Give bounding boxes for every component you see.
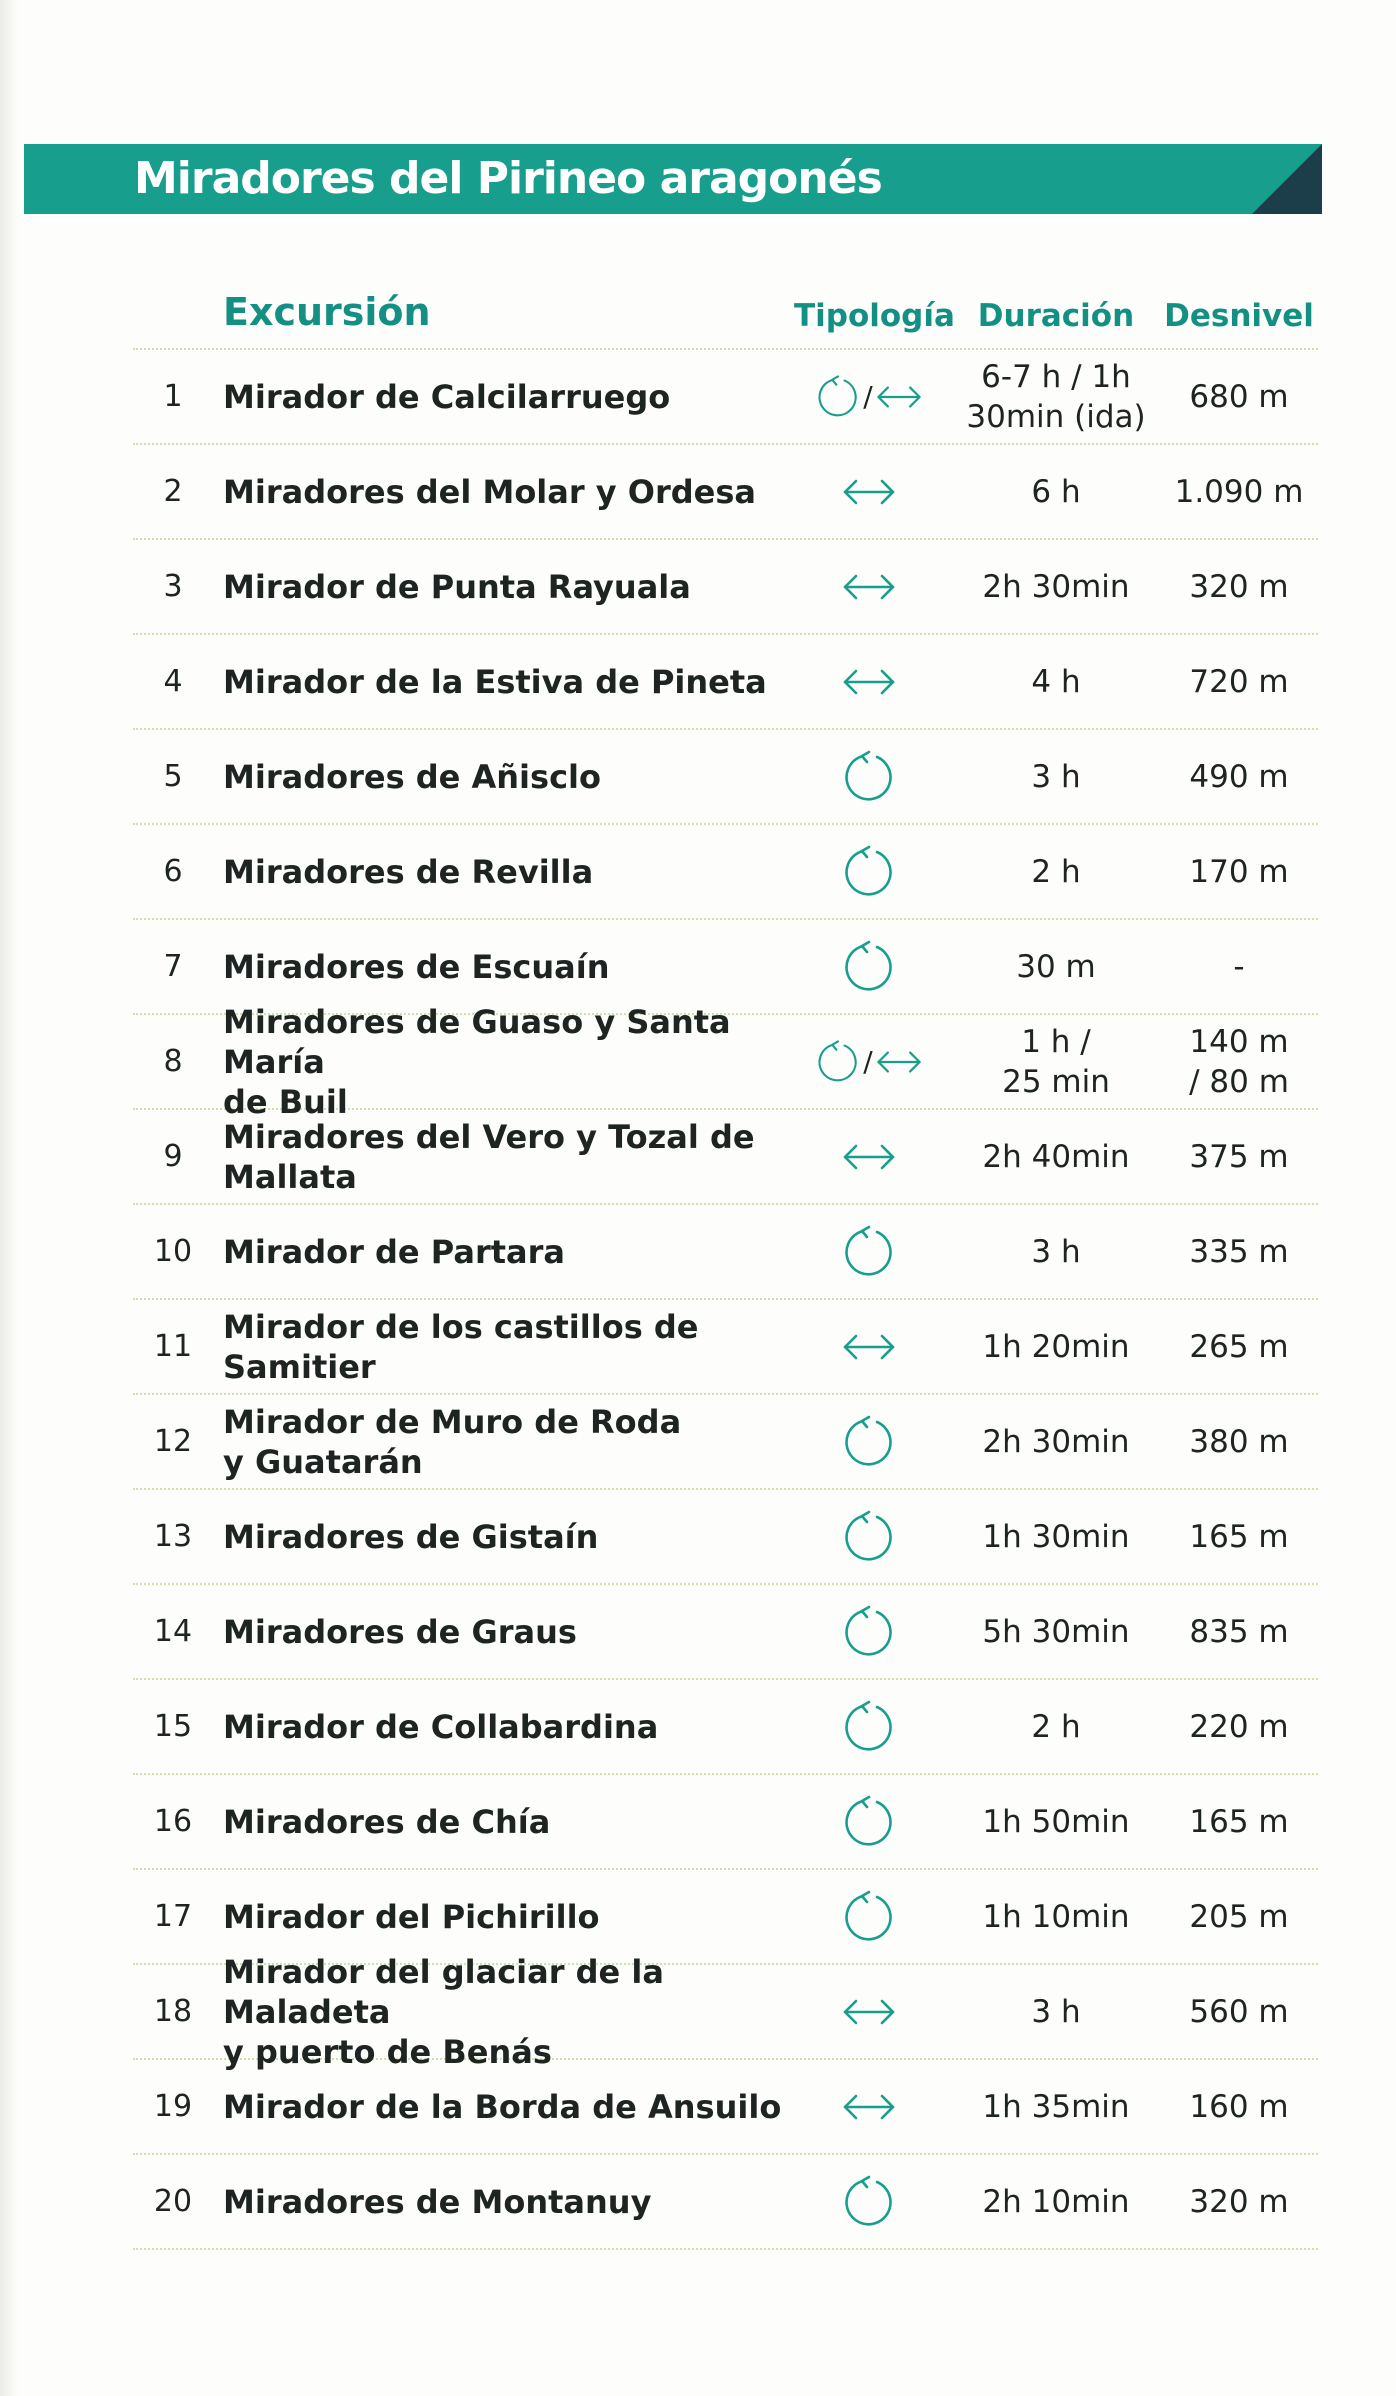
desnivel-line: 220 m — [1189, 1708, 1289, 1745]
loop-arrow-icon — [841, 1794, 897, 1850]
header-excursion: Excursión — [223, 290, 431, 334]
excursion-name-line: Mirador del glaciar de la Maladeta — [223, 1952, 664, 2031]
duracion-line: 30min (ida) — [966, 398, 1146, 435]
row-number: 11 — [153, 1329, 193, 1364]
excursion-name-line: Mirador de Punta Rayuala — [223, 567, 691, 606]
duracion-line: 3 h — [1031, 758, 1081, 795]
loop-arrow-icon — [815, 1039, 861, 1085]
row-number: 5 — [163, 759, 183, 794]
tipologia-cell — [794, 1965, 944, 2058]
duracion-cell — [955, 1870, 1157, 1963]
table-row — [133, 1775, 1318, 1870]
duracion-line: 1 h / — [1021, 1023, 1091, 1060]
excursion-name — [223, 635, 803, 728]
desnivel-cell — [1159, 1775, 1319, 1868]
row-number: 1 — [163, 379, 183, 414]
tipologia-cell — [794, 1775, 944, 1868]
banner-corner-triangle — [1252, 144, 1322, 214]
duracion-cell — [955, 1110, 1157, 1203]
tipologia-cell — [794, 540, 944, 633]
table-row — [133, 635, 1318, 730]
tipologia-cell — [794, 445, 944, 538]
double-arrow-icon — [841, 1141, 897, 1173]
desnivel-line: 380 m — [1189, 1423, 1289, 1460]
tipologia-cell — [794, 825, 944, 918]
tipologia-cell — [794, 1395, 944, 1488]
desnivel-cell — [1159, 1870, 1319, 1963]
desnivel-line: 205 m — [1189, 1898, 1289, 1935]
row-number: 2 — [163, 474, 183, 509]
duracion-line: 2h 40min — [982, 1138, 1130, 1175]
table-row — [133, 540, 1318, 635]
table-row — [133, 1585, 1318, 1680]
duracion-line: 1h 50min — [982, 1803, 1130, 1840]
row-number: 14 — [153, 1614, 193, 1649]
duracion-line: 2 h — [1031, 853, 1081, 890]
excursion-name — [223, 1680, 803, 1773]
desnivel-line: 720 m — [1189, 663, 1289, 700]
loop-arrow-icon — [841, 749, 897, 805]
desnivel-line: 140 m — [1189, 1023, 1289, 1060]
excursion-name-line: Miradores de Revilla — [223, 852, 594, 891]
desnivel-cell — [1159, 825, 1319, 918]
excursion-name — [223, 1300, 803, 1393]
tipologia-cell — [794, 635, 944, 728]
table-row — [133, 1680, 1318, 1775]
desnivel-line: 265 m — [1189, 1328, 1289, 1365]
duracion-line: 1h 20min — [982, 1328, 1130, 1365]
table-row — [133, 1205, 1318, 1300]
duracion-line: 2h 30min — [982, 568, 1130, 605]
row-number: 9 — [163, 1139, 183, 1174]
desnivel-cell — [1159, 1205, 1319, 1298]
row-number: 4 — [163, 664, 183, 699]
duracion-cell — [955, 1965, 1157, 2058]
duracion-line: 1h 35min — [982, 2088, 1130, 2125]
desnivel-line: 160 m — [1189, 2088, 1289, 2125]
loop-arrow-icon — [841, 1509, 897, 1565]
tipologia-cell — [794, 1585, 944, 1678]
duracion-cell — [955, 2060, 1157, 2153]
desnivel-line: 320 m — [1189, 568, 1289, 605]
row-number: 10 — [153, 1234, 193, 1269]
duracion-cell — [955, 635, 1157, 728]
excursion-name-line: Miradores de Graus — [223, 1612, 577, 1651]
table-row — [133, 1395, 1318, 1490]
loop-arrow-icon — [815, 374, 861, 420]
tipologia-separator: / — [863, 1045, 873, 1078]
excursion-name-line: Miradores de Escuaín — [223, 947, 610, 986]
tipologia-cell — [794, 1870, 944, 1963]
table-header — [133, 270, 1318, 350]
desnivel-cell — [1159, 1015, 1319, 1108]
desnivel-line: 320 m — [1189, 2183, 1289, 2220]
row-number: 19 — [153, 2089, 193, 2124]
desnivel-line: 1.090 m — [1174, 473, 1304, 510]
page-edge — [0, 0, 18, 2396]
duracion-line: 2h 30min — [982, 1423, 1130, 1460]
excursion-name — [223, 825, 803, 918]
header-tipologia: Tipología — [794, 298, 955, 334]
table-row — [133, 825, 1318, 920]
row-number: 17 — [153, 1899, 193, 1934]
tipologia-cell — [794, 1205, 944, 1298]
excursions-table — [133, 270, 1318, 2250]
desnivel-cell — [1159, 350, 1319, 443]
double-arrow-icon — [841, 1996, 897, 2028]
excursion-name-line: Miradores de Guaso y Santa María — [223, 1002, 731, 1081]
desnivel-cell — [1159, 1585, 1319, 1678]
desnivel-line: 165 m — [1189, 1518, 1289, 1555]
table-row — [133, 1952, 1318, 2071]
tipologia-cell — [794, 1015, 944, 1108]
duracion-line: 6 h — [1031, 473, 1081, 510]
duracion-cell — [955, 1775, 1157, 1868]
desnivel-line: 170 m — [1189, 853, 1289, 890]
table-row — [133, 1002, 1318, 1121]
excursion-name — [223, 2155, 803, 2248]
desnivel-cell — [1159, 445, 1319, 538]
excursion-name-line: Miradores del Molar y Ordesa — [223, 472, 757, 511]
table-row — [133, 730, 1318, 825]
duracion-cell — [955, 1585, 1157, 1678]
tipologia-cell — [794, 1300, 944, 1393]
row-number: 7 — [163, 949, 183, 984]
duracion-line: 25 min — [1002, 1063, 1110, 1100]
duracion-cell — [955, 350, 1157, 443]
tipologia-cell — [794, 1110, 944, 1203]
duracion-cell — [955, 1490, 1157, 1583]
tipologia-separator: / — [863, 380, 873, 413]
double-arrow-icon — [875, 1048, 923, 1076]
desnivel-cell — [1159, 920, 1319, 1013]
duracion-cell — [955, 1300, 1157, 1393]
duracion-cell — [955, 825, 1157, 918]
double-arrow-icon — [841, 2091, 897, 2123]
table-row — [133, 1490, 1318, 1585]
excursion-name — [223, 2060, 803, 2153]
desnivel-line: - — [1233, 948, 1245, 985]
desnivel-line: 680 m — [1189, 378, 1289, 415]
row-number: 3 — [163, 569, 183, 604]
desnivel-cell — [1159, 1300, 1319, 1393]
desnivel-line: 375 m — [1189, 1138, 1289, 1175]
excursion-name-line: Miradores de Gistaín — [223, 1517, 599, 1556]
duracion-line: 1h 30min — [982, 1518, 1130, 1555]
excursion-name-line: de Buil — [223, 1082, 348, 1121]
row-number: 6 — [163, 854, 183, 889]
duracion-line: 30 m — [1016, 948, 1096, 985]
duracion-line: 6-7 h / 1h — [981, 358, 1131, 395]
header-duracion: Duración — [977, 298, 1135, 334]
excursion-name — [223, 1110, 803, 1203]
row-number: 13 — [153, 1519, 193, 1554]
tipologia-cell — [794, 350, 944, 443]
row-number: 12 — [153, 1424, 193, 1459]
tipologia-cell — [794, 730, 944, 823]
desnivel-cell — [1159, 1110, 1319, 1203]
duracion-line: 4 h — [1031, 663, 1081, 700]
title-banner — [24, 144, 1322, 214]
desnivel-line: 335 m — [1189, 1233, 1289, 1270]
desnivel-line: 560 m — [1189, 1993, 1289, 2030]
desnivel-line: / 80 m — [1189, 1063, 1289, 1100]
excursion-name — [223, 350, 803, 443]
tipologia-cell — [794, 2060, 944, 2153]
duracion-cell — [955, 1395, 1157, 1488]
duracion-cell — [955, 1205, 1157, 1298]
excursion-name-line: Mirador de los castillos de Samitier — [223, 1307, 699, 1386]
desnivel-line: 835 m — [1189, 1613, 1289, 1650]
desnivel-line: 490 m — [1189, 758, 1289, 795]
excursion-name — [223, 445, 803, 538]
excursion-name-line: Miradores de Montanuy — [223, 2182, 652, 2221]
excursion-name — [223, 1002, 803, 1121]
tipologia-cell — [794, 920, 944, 1013]
excursion-name — [223, 540, 803, 633]
duracion-line: 3 h — [1031, 1233, 1081, 1270]
duracion-cell — [955, 445, 1157, 538]
loop-arrow-icon — [841, 1224, 897, 1280]
desnivel-cell — [1159, 1395, 1319, 1488]
excursion-name — [223, 1490, 803, 1583]
excursion-name-line: y puerto de Benás — [223, 2032, 552, 2071]
excursion-name-line: Mirador del Pichirillo — [223, 1897, 600, 1936]
excursion-name-line: Mirador de Partara — [223, 1232, 565, 1271]
excursion-name-line: y Guatarán — [223, 1442, 423, 1481]
excursion-name-line: Mirador de la Borda de Ansuilo — [223, 2087, 782, 2126]
duracion-line: 5h 30min — [982, 1613, 1130, 1650]
header-desnivel: Desnivel — [1164, 298, 1314, 334]
duracion-cell — [955, 540, 1157, 633]
excursion-name-line: Miradores de Chía — [223, 1802, 551, 1841]
excursion-name — [223, 1775, 803, 1868]
loop-arrow-icon — [841, 1604, 897, 1660]
duracion-cell — [955, 2155, 1157, 2248]
excursion-name-line: Mirador de la Estiva de Pineta — [223, 662, 767, 701]
excursion-name-line: Miradores de Añisclo — [223, 757, 601, 796]
excursion-name — [223, 920, 803, 1013]
tipologia-cell — [794, 1490, 944, 1583]
loop-arrow-icon — [841, 1889, 897, 1945]
excursion-name-line: Mirador de Muro de Roda — [223, 1402, 682, 1441]
excursion-name — [223, 1870, 803, 1963]
row-number: 18 — [153, 1994, 193, 2029]
duracion-line: 2h 10min — [982, 2183, 1130, 2220]
desnivel-cell — [1159, 540, 1319, 633]
desnivel-cell — [1159, 2060, 1319, 2153]
desnivel-cell — [1159, 635, 1319, 728]
duracion-cell — [955, 920, 1157, 1013]
table-row — [133, 1300, 1318, 1395]
duracion-line: 2 h — [1031, 1708, 1081, 1745]
tipologia-cell — [794, 2155, 944, 2248]
table-row — [133, 1110, 1318, 1205]
double-arrow-icon — [841, 571, 897, 603]
page-title: Miradores del Pirineo aragonés — [134, 153, 882, 204]
excursion-name — [223, 730, 803, 823]
duracion-cell — [955, 730, 1157, 823]
double-arrow-icon — [875, 383, 923, 411]
table-row — [133, 445, 1318, 540]
excursion-name — [223, 1395, 803, 1488]
excursion-name — [223, 1952, 803, 2071]
desnivel-cell — [1159, 1490, 1319, 1583]
excursion-name-line: Miradores del Vero y Tozal de — [223, 1117, 755, 1156]
tipologia-cell — [794, 1680, 944, 1773]
duracion-cell — [955, 1015, 1157, 1108]
table-row — [133, 2155, 1318, 2250]
desnivel-line: 165 m — [1189, 1803, 1289, 1840]
desnivel-cell — [1159, 1965, 1319, 2058]
desnivel-cell — [1159, 730, 1319, 823]
loop-arrow-icon — [841, 2174, 897, 2230]
double-arrow-icon — [841, 1331, 897, 1363]
double-arrow-icon — [841, 666, 897, 698]
double-arrow-icon — [841, 476, 897, 508]
duracion-line: 1h 10min — [982, 1898, 1130, 1935]
excursion-name-line: Mallata — [223, 1157, 357, 1196]
excursion-name-line: Mirador de Collabardina — [223, 1707, 659, 1746]
duracion-line: 3 h — [1031, 1993, 1081, 2030]
loop-arrow-icon — [841, 844, 897, 900]
desnivel-cell — [1159, 1680, 1319, 1773]
row-number: 15 — [153, 1709, 193, 1744]
excursion-name — [223, 1205, 803, 1298]
table-row — [133, 2060, 1318, 2155]
loop-arrow-icon — [841, 939, 897, 995]
row-number: 8 — [163, 1044, 183, 1079]
row-number: 20 — [153, 2184, 193, 2219]
table-body — [133, 350, 1318, 2250]
table-row — [133, 350, 1318, 445]
excursion-name — [223, 1585, 803, 1678]
duracion-cell — [955, 1680, 1157, 1773]
row-number: 16 — [153, 1804, 193, 1839]
excursion-name-line: Mirador de Calcilarruego — [223, 377, 671, 416]
desnivel-cell — [1159, 2155, 1319, 2248]
loop-arrow-icon — [841, 1699, 897, 1755]
loop-arrow-icon — [841, 1414, 897, 1470]
